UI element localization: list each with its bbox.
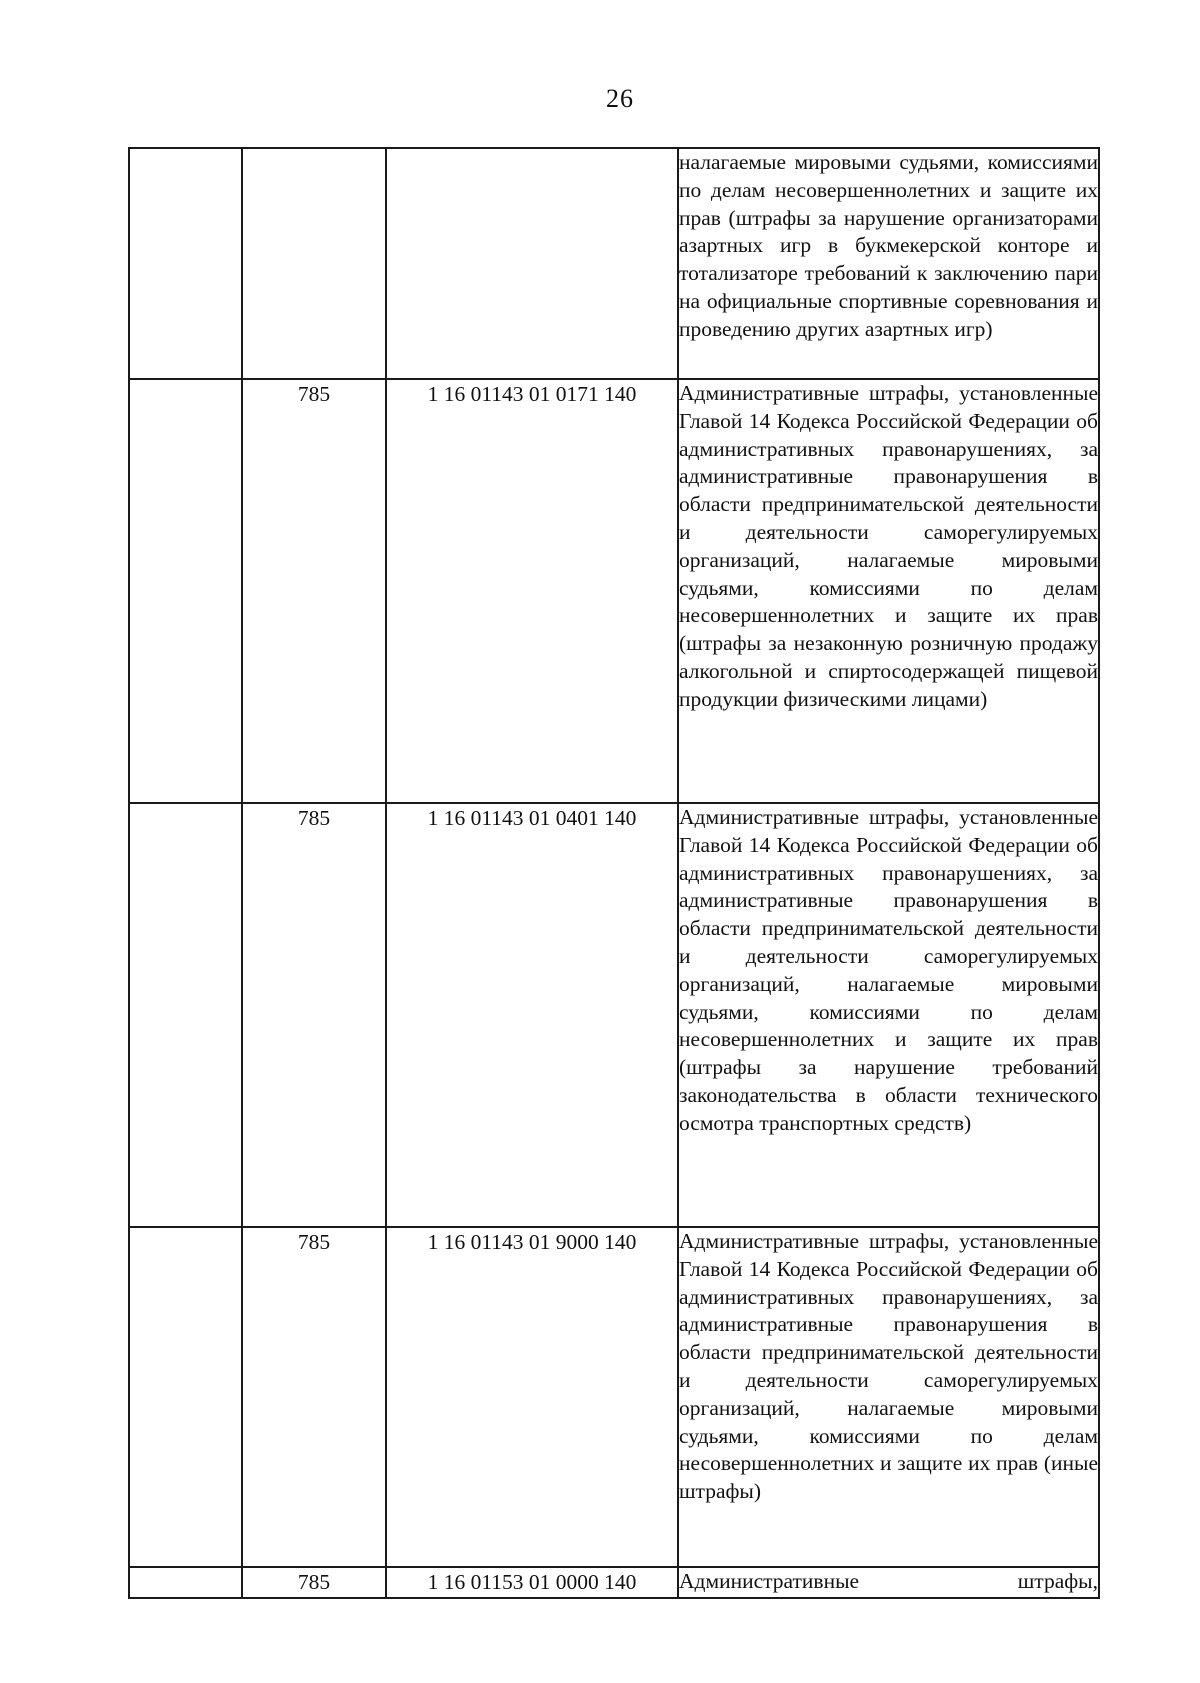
admin-code: 785 bbox=[297, 1230, 331, 1254]
row-number-cell bbox=[129, 379, 242, 803]
kbk-code-cell bbox=[386, 803, 678, 1227]
description-cell: налагаемые мировыми судьями, комиссиями по делам несовершеннолетних и защите их прав (штрафы за нарушение организаторами азартных игр в букмекерской конторе и тотализаторе требований к заключению пари на официальные спортивные соревнования и проведению других азартных игр) bbox=[678, 148, 1099, 379]
table-row bbox=[129, 148, 1099, 379]
admin-code: 785 bbox=[297, 382, 331, 406]
row-number-cell bbox=[129, 1567, 242, 1598]
description-cell: Административные штрафы, bbox=[678, 1567, 1099, 1598]
page-number: 26 bbox=[606, 84, 634, 113]
table-row bbox=[129, 803, 1099, 1227]
kbk-code: 1 16 01153 01 0000 140 bbox=[427, 1570, 637, 1594]
row-number-cell bbox=[129, 148, 242, 379]
admin-code-cell bbox=[242, 379, 386, 803]
description-cell: Административные штрафы, установленные Главой 14 Кодекса Российской Федерации об административных правонарушениях, за административные правонарушения в области предпринимательской деятельности и деятельности саморегулируемых организаций, налагаемые мировыми судьями, комиссиями по делам несовершеннолетних и защите их прав (штрафы за нарушение требований законодательства в области технического осмотра транспортных средств) bbox=[678, 803, 1099, 1227]
kbk-code: 1 16 01143 01 0401 140 bbox=[427, 806, 637, 830]
admin-code-cell bbox=[242, 1227, 386, 1567]
description-cell: Административные штрафы, установленные Главой 14 Кодекса Российской Федерации об административных правонарушениях, за административные правонарушения в области предпринимательской деятельности и деятельности саморегулируемых организаций, налагаемые мировыми судьями, комиссиями по делам несовершеннолетних и защите их прав (штрафы за незаконную розничную продажу алкогольной и спиртосодержащей пищевой продукции физическими лицами) bbox=[678, 379, 1099, 803]
admin-code bbox=[243, 149, 385, 150]
kbk-code: 1 16 01143 01 0171 140 bbox=[427, 382, 637, 406]
admin-code: 785 bbox=[297, 806, 331, 830]
admin-code-cell bbox=[242, 803, 386, 1227]
row-number-cell bbox=[129, 803, 242, 1227]
kbk-code: 1 16 01143 01 9000 140 bbox=[427, 1230, 637, 1254]
table-row bbox=[129, 379, 1099, 803]
budget-codes-table bbox=[128, 147, 1100, 1599]
row-number-cell bbox=[129, 1227, 242, 1567]
table-row bbox=[129, 1227, 1099, 1567]
description-cell: Административные штрафы, установленные Главой 14 Кодекса Российской Федерации об административных правонарушениях, за административные правонарушения в области предпринимательской деятельности и деятельности саморегулируемых организаций, налагаемые мировыми судьями, комиссиями по делам несовершеннолетних и защите их прав (иные штрафы) bbox=[678, 1227, 1099, 1567]
admin-code-cell bbox=[242, 148, 386, 379]
kbk-code bbox=[387, 149, 677, 150]
kbk-code-cell bbox=[386, 148, 678, 379]
kbk-code-cell bbox=[386, 1227, 678, 1567]
kbk-code-cell bbox=[386, 1567, 678, 1598]
admin-code-cell bbox=[242, 1567, 386, 1598]
kbk-code-cell bbox=[386, 379, 678, 803]
admin-code: 785 bbox=[297, 1570, 331, 1594]
table-row bbox=[129, 1567, 1099, 1598]
